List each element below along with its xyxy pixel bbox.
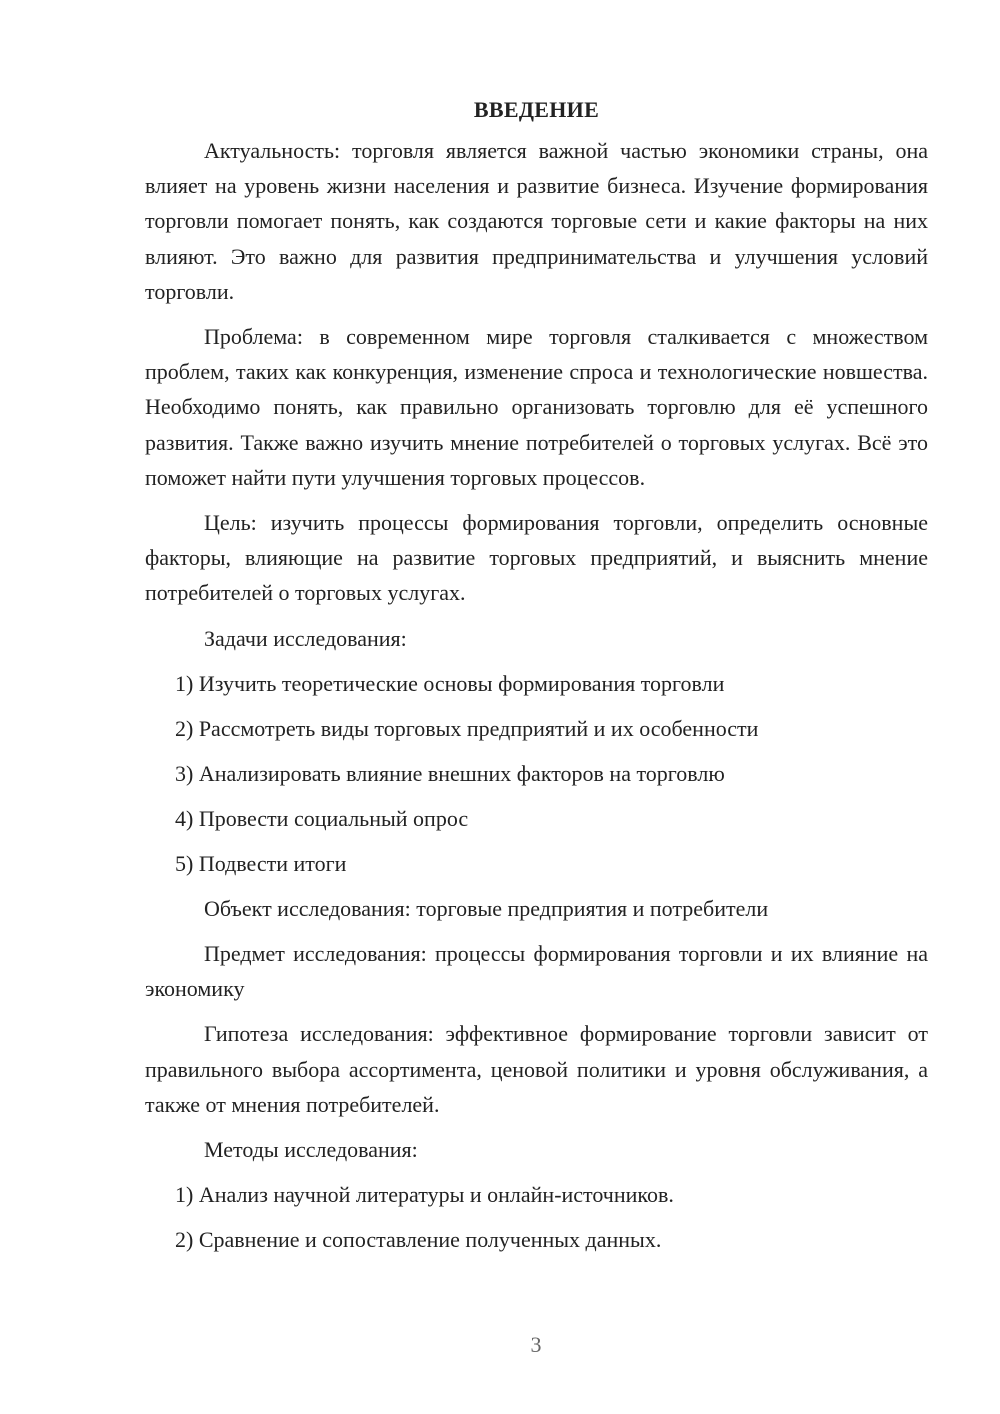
list-item: 1) Анализ научной литературы и онлайн-источников. [175,1182,674,1208]
object-paragraph: Объект исследования: торговые предприятия и потребители [204,895,769,921]
tasks-list [145,666,928,881]
subject-paragraph: Предмет исследования: процессы формирования торговли и их влияние на экономику [145,941,928,1002]
problem-paragraph: Проблема: в современном мире торговля сталкивается с множеством проблем, таких как конкуренция, изменение спроса и технологические новшества. Необходимо понять, как правильно организовать торговлю для её успешного развития. Также важно изучить мнение потребителей о торговых услугах. Всё это поможет найти пути улучшения торговых процессов. [145,324,928,490]
methods-list [145,1177,928,1257]
hypothesis-paragraph: Гипотеза исследования: эффективное формирование торговли зависит от правильного выбора ассортимента, ценовой политики и уровня обслуживания, а также от мнения потребителей. [145,1021,928,1117]
list-item: 1) Изучить теоретические основы формирования торговли [175,670,725,696]
list-item: 2) Рассмотреть виды торговых предприятий и их особенности [175,715,759,741]
list-item: 4) Провести социальный опрос [175,805,469,831]
relevance-paragraph: Актуальность: торговля является важной частью экономики страны, она влияет на уровень жизни населения и развитие бизнеса. Изучение формирования торговли помогает понять, как создаются торговые сети и какие факторы на них влияют. Это важно для развития предпринимательства и улучшения условий торговли. [145,138,928,304]
list-item: 2) Сравнение и сопоставление полученных данных. [175,1227,662,1253]
goal-paragraph: Цель: изучить процессы формирования торговли, определить основные факторы, влияющие на развитие торговых предприятий, и выяснить мнение потребителей о торговых услугах. [145,510,928,606]
list-item: 5) Подвести итоги [175,850,347,876]
document-title: ВВЕДЕНИЕ [473,97,600,122]
page-number: 3 [530,1332,542,1357]
list-item: 3) Анализировать влияние внешних факторов на торговлю [175,760,725,786]
tasks-heading: Задачи исследования: [204,625,407,651]
document-page [145,92,928,1267]
methods-heading: Методы исследования: [204,1137,418,1163]
